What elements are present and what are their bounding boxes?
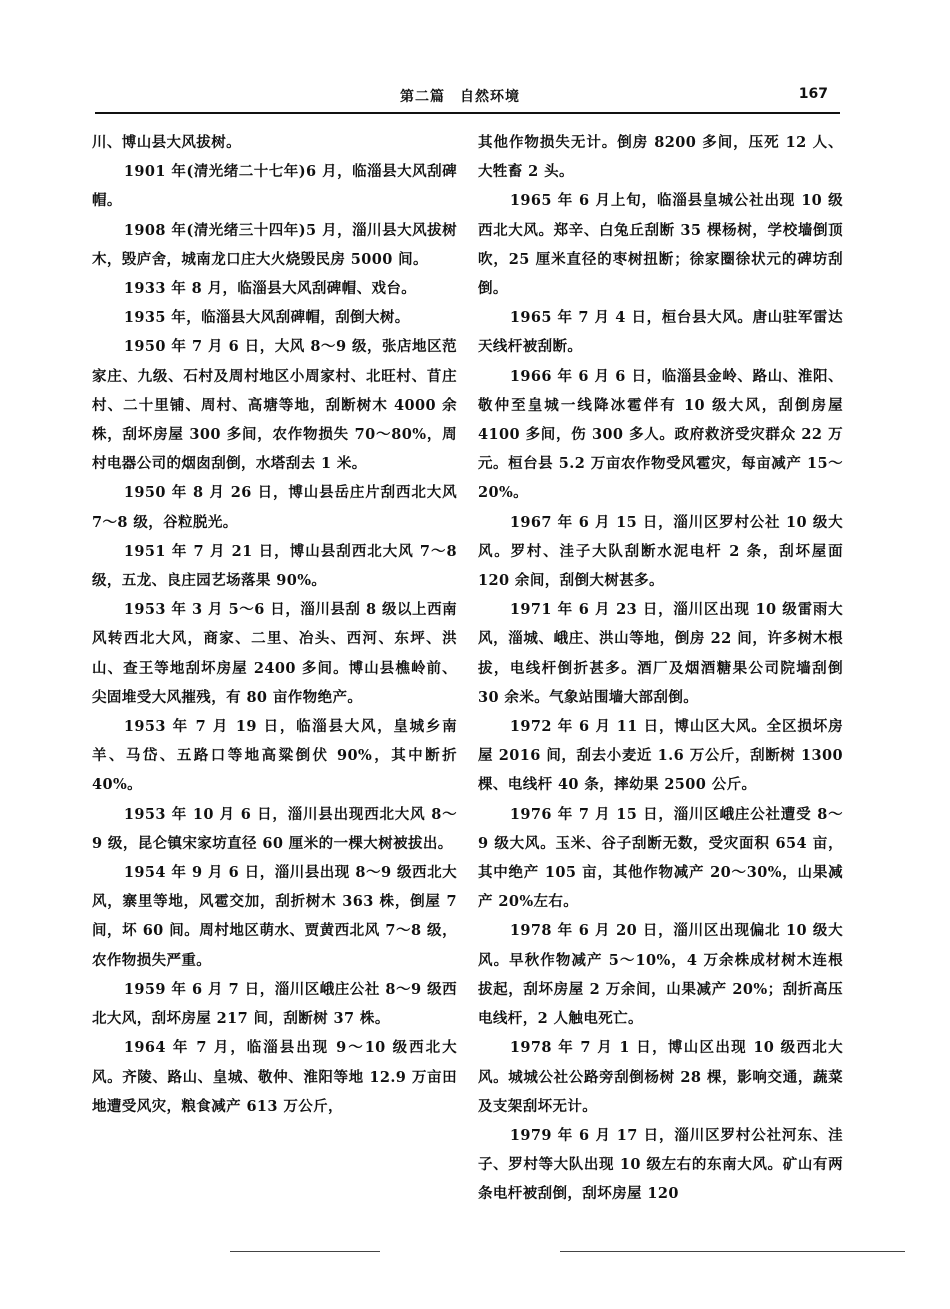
running-header [95, 86, 840, 110]
paragraph: 1978 年 6 月 20 日，淄川区出现偏北 10 级大风。早秋作物减产 5～10%，4 万余株成材树木连根拔起，刮坏房屋 2 万余间，山果减产 20%；刮折高压电线杆，2 人触电死亡。 [478, 922, 843, 1028]
left-column [92, 128, 457, 1121]
paragraph: 1953 年 3 月 5～6 日，淄川县刮 8 级以上西南风转西北大风，商家、二里、冶头、西河、东坪、洪山、查王等地刮坏房屋 2400 多间。博山县樵岭前、尖固堆受大风摧残，有 80 亩作物绝产。 [92, 601, 457, 706]
paragraph: 1953 年 7 月 19 日，临淄县大风，皇城乡南羊、马岱、五路口等地高粱倒伏 90%，其中断折 40%。 [92, 718, 457, 794]
paragraph: 1953 年 10 月 6 日，淄川县出现西北大风 8～9 级，昆仑镇宋家坊直径 60 厘米的一棵大树被拔出。 [92, 805, 457, 852]
paragraph: 1950 年 8 月 26 日，博山县岳庄片刮西北大风 7～8 级，谷粒脱光。 [92, 484, 457, 531]
paragraph: 1967 年 6 月 15 日，淄川区罗村公社 10 级大风。罗村、洼子大队刮断水泥电杆 2 条，刮坏屋面 120 余间，刮倒大树甚多。 [478, 513, 843, 590]
paragraph: 1951 年 7 月 21 日，博山县刮西北大风 7～8 级，五龙、良庄园艺场落果 90%。 [92, 542, 457, 590]
paragraph: 1972 年 6 月 11 日，博山区大风。全区损坏房屋 2016 间，刮去小麦近 1.6 万公斤，刮断树 1300 棵、电线杆 40 条，摔幼果 2500 公斤。 [478, 718, 843, 794]
paragraph: 1959 年 6 月 7 日，淄川区峨庄公社 8～9 级西北大风，刮坏房屋 217 间，刮断树 37 株。 [92, 980, 457, 1028]
paragraph: 1935 年，临淄县大风刮碑帽，刮倒大树。 [123, 309, 410, 327]
paragraph: 1901 年(清光绪二十七年)6 月，临淄县大风刮碑帽。 [92, 163, 457, 210]
paragraph: 1971 年 6 月 23 日，淄川区出现 10 级雷雨大风，淄城、峨庄、洪山等地，倒房 22 间，许多树木根拔，电线杆倒折甚多。酒厂及烟酒糖果公司院墙刮倒 30 余米。气象站围墙大部刮倒。 [478, 601, 843, 706]
paragraph: 1965 年 7 月 4 日，桓台县大风。唐山驻军雷达天线杆被刮断。 [478, 309, 843, 356]
footer-rule-left [230, 1251, 380, 1252]
paragraph: 1979 年 6 月 17 日，淄川区罗村公社河东、洼子、罗村等大队出现 10 级左右的东南大风。矿山有两条电杆被刮倒，刮坏房屋 120 [478, 1126, 843, 1203]
right-column [478, 128, 843, 1209]
paragraph: 1965 年 6 月上旬，临淄县皇城公社出现 10 级西北大风。郑辛、白兔丘刮断 35 棵杨树，学校墙倒顶吹，25 厘米直径的枣树扭断；徐家圈徐状元的碑坊刮倒。 [478, 192, 843, 298]
footer-rule-right [560, 1251, 905, 1252]
paragraph: 1908 年(清光绪三十四年)5 月，淄川县大风拔树木，毁庐舍，城南龙口庄大火烧毁民房 5000 间。 [92, 221, 457, 268]
chapter-title: 第二篇 自然环境 [400, 89, 520, 105]
paragraph: 川、博山县大风拔树。 [92, 134, 241, 151]
paragraph: 1954 年 9 月 6 日，淄川县出现 8～9 级西北大风，寨里等地，风雹交加，刮折树木 363 株，倒屋 7 间，坏 60 间。周村地区萌水、贾黄西北风 7～8 级，农作物损失严重。 [92, 864, 457, 969]
header-rule [95, 112, 840, 114]
paragraph: 1964 年 7 月，临淄县出现 9～10 级西北大风。齐陵、路山、皇城、敬仲、淮阳等地 12.9 万亩田地遭受风灾，粮食减产 613 万公斤， [92, 1039, 457, 1115]
paragraph: 1966 年 6 月 6 日，临淄县金岭、路山、淮阳、敬仲至皇城一线降冰雹伴有 10 级大风，刮倒房屋 4100 多间，伤 300 多人。政府救济受灾群众 22 万元。桓台县 5.2 万亩农作物受风雹灾，每亩减产 15～20%。 [478, 367, 843, 502]
paragraph: 其他作物损失无计。倒房 8200 多间，压死 12 人、大牲畜 2 头。 [478, 134, 843, 181]
paragraph: 1950 年 7 月 6 日，大风 8～9 级，张店地区范家庄、九级、石村及周村地区小周家村、北旺村、苜庄村、二十里铺、周村、高塘等地，刮断树木 4000 余株，刮坏房屋 300 多间，农作物损失 70～80%，周村电器公司的烟囱刮倒，水塔刮去 1 米。 [92, 338, 457, 473]
paragraph: 1978 年 7 月 1 日，博山区出现 10 级西北大风。城城公社公路旁刮倒杨树 28 棵，影响交通，蔬菜及支架刮坏无计。 [478, 1039, 843, 1115]
paragraph: 1933 年 8 月，临淄县大风刮碑帽、戏台。 [123, 280, 417, 298]
page-number: 167 [798, 86, 828, 102]
paragraph: 1976 年 7 月 15 日，淄川区峨庄公社遭受 8～9 级大风。玉米、谷子刮断无数，受灾面积 654 亩，其中绝产 105 亩，其他作物减产 20～30%，山果减产 20%左右。 [478, 805, 843, 911]
